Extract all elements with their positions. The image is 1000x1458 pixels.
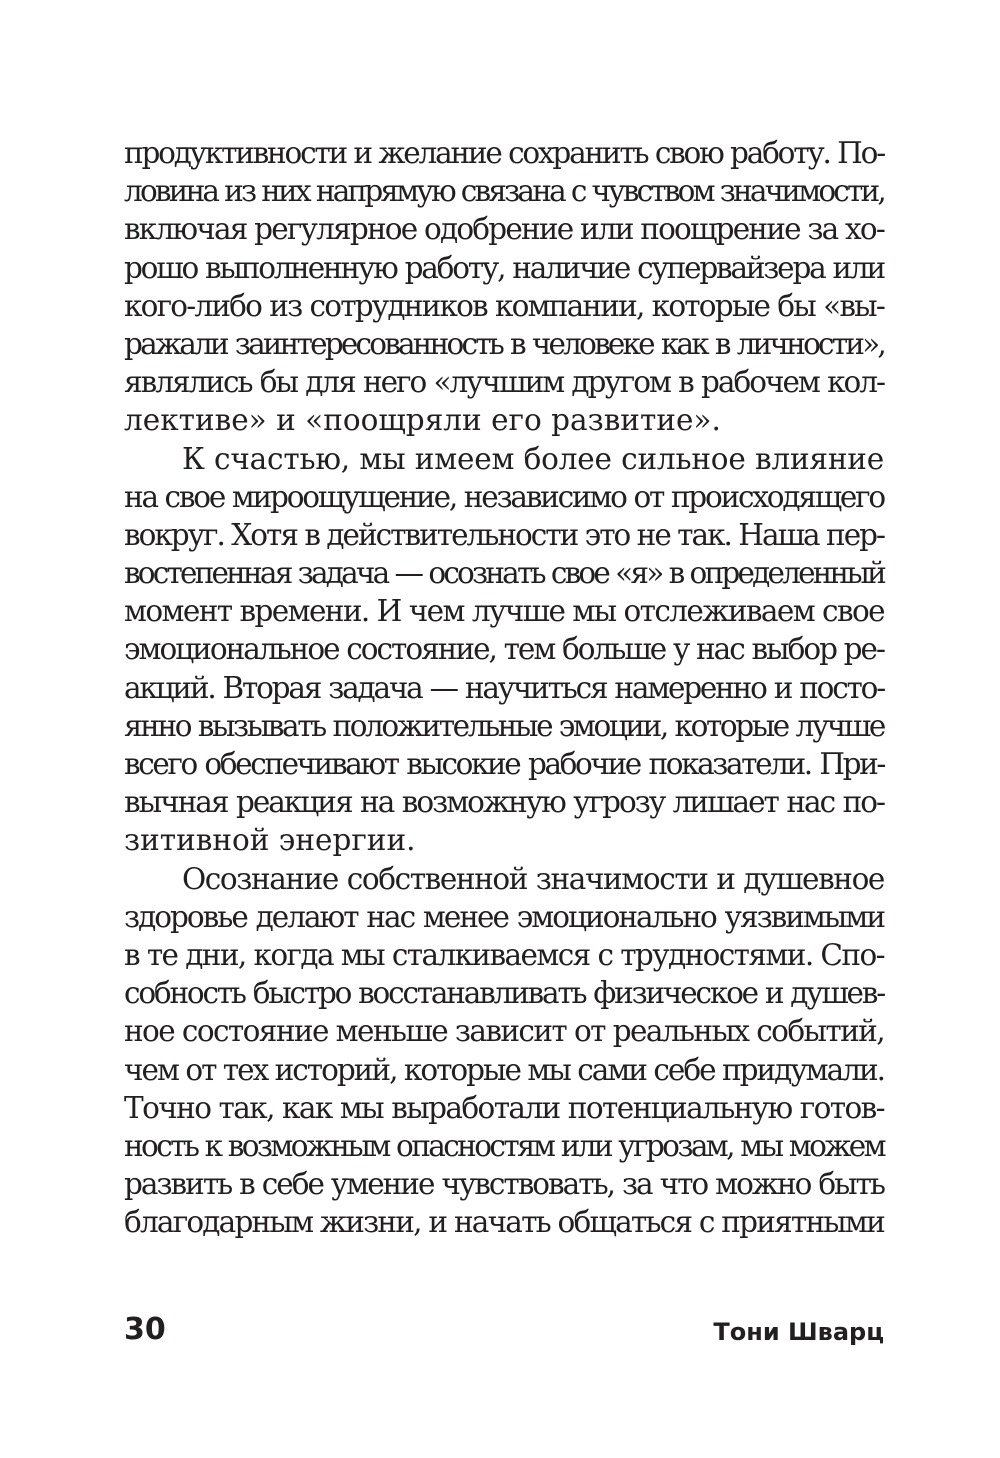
- text-line: акций. Вторая задача — научиться намеренно и посто-: [124, 670, 884, 705]
- text-line: являлись бы для него «лучшим другом в рабочем кол-: [124, 365, 884, 400]
- text-line: эмоциональное состояние, тем больше у нас выбор ре-: [124, 632, 884, 667]
- text-line: развить в себе умение чувствовать, за что можно быть: [124, 1167, 884, 1202]
- text-line: ность к возможным опасностям или угрозам, мы можем: [124, 1128, 884, 1163]
- text-line: янно вызывать положительные эмоции, которые лучше: [124, 708, 884, 743]
- text-line: продуктивности и желание сохранить свою работу. По-: [124, 136, 884, 170]
- text-line: рошо выполненную работу, наличие супервайзера или: [124, 250, 884, 285]
- text-line: собность быстро восстанавливать физическое и душев-: [124, 976, 884, 1011]
- text-line: момент времени. И чем лучше мы отслеживаем свое: [124, 594, 884, 629]
- paragraph-first-line: К счастью, мы имеем более сильное влияние: [182, 441, 884, 476]
- text-line: вычная реакция на возможную угрозу лишает нас по-: [124, 785, 884, 820]
- text-line: Точно так, как мы выработали потенциальную готов-: [124, 1090, 884, 1125]
- text-line: кого-либо из сотрудников компании, которые бы «вы-: [124, 288, 884, 323]
- body-text: [124, 134, 884, 1241]
- text-line: включая регулярное одобрение или поощрение за хо-: [124, 212, 884, 247]
- paragraph-first-line: Осознание собственной значимости и душевное: [182, 861, 884, 896]
- text-line: на свое мироощущение, независимо от происходящего: [124, 479, 884, 514]
- text-line: чем от тех историй, которые мы сами себе придумали.: [124, 1052, 884, 1087]
- text-line: ражали заинтересованность в человеке как в личности»,: [124, 326, 884, 361]
- text-line: в те дни, когда мы сталкиваемся с трудностями. Спо-: [124, 937, 884, 972]
- page-number: 30: [124, 1312, 166, 1347]
- text-line: востепенная задача — осознать свое «я» в определенный: [124, 556, 884, 591]
- text-line: здоровье делают нас менее эмоционально уязвимыми: [124, 899, 884, 934]
- text-line: лективе» и «поощряли его развитие».: [124, 403, 721, 438]
- text-line: всего обеспечивают высокие рабочие показатели. При-: [124, 747, 884, 781]
- page-footer: [124, 1308, 884, 1352]
- text-line: благодарным жизни, и начать общаться с приятными: [124, 1205, 884, 1240]
- text-line: ное состояние меньше зависит от реальных событий,: [124, 1014, 884, 1049]
- text-line: зитивной энергии.: [124, 823, 416, 858]
- text-line: вокруг. Хотя в действительности это не так. Наша пер-: [124, 517, 884, 552]
- text-line: ловина из них напрямую связана с чувством значимости,: [124, 174, 884, 209]
- running-footer-author: Тони Шварц: [713, 1318, 884, 1346]
